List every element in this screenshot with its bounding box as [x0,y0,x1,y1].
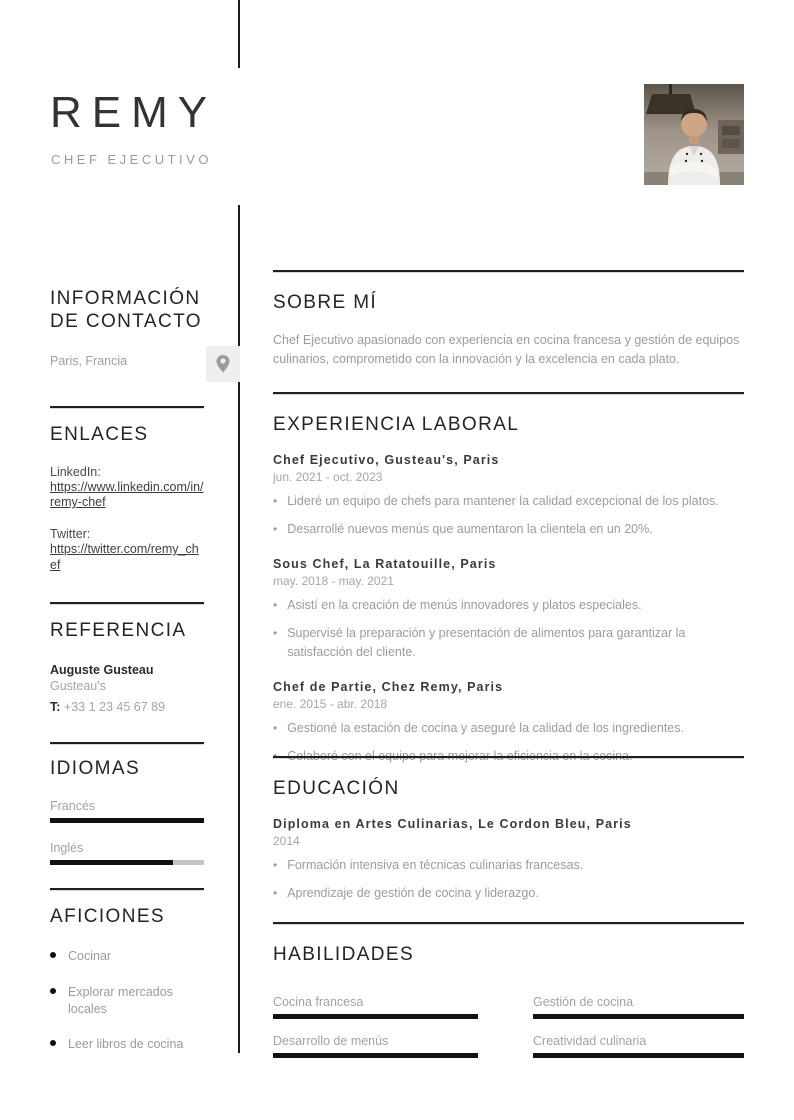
location-pin-icon [215,354,231,374]
contact-section [50,288,204,368]
language-name: Inglés [50,840,84,855]
sidebar-divider [50,602,204,604]
education-bullet [273,884,744,903]
experience-section [273,414,744,783]
job-bullet [273,492,744,511]
bullet-icon: • [273,522,278,537]
skill-name: Gestión de cocina [533,994,634,1009]
languages-heading: IDIOMAS [50,758,141,779]
skill-item [273,1034,478,1058]
phone-label: T: [50,699,61,714]
bullet-icon: • [273,886,278,901]
bullet-icon: • [273,857,278,872]
job-title: Chef Ejecutivo, Gusteau's, Paris [273,452,500,467]
hobby-item [50,948,204,965]
hobby-item [50,984,204,1018]
link-item-linkedin [50,465,204,511]
job-dates: jun. 2021 - oct. 2023 [273,469,383,484]
hobbies-section [50,906,204,1053]
degree-year: 2014 [273,833,300,848]
sidebar-divider [50,406,204,408]
link-item-twitter [50,527,204,573]
job-bullet-text: Desarrollé nuevos menús que aumentaron la clientela en un 20%. [287,522,653,537]
job-bullet [273,719,744,738]
reference-heading: REFERENCIA [50,620,187,641]
language-name: Francés [50,798,96,813]
job-bullet-text: Gestioné la estación de cocina y aseguré la calidad de los ingredientes. [287,720,684,735]
bullet-dot-icon [50,988,56,994]
sidebar-divider [50,888,204,890]
hobby-text: Leer libros de cocina [68,1037,184,1052]
twitter-link[interactable]: https://twitter.com/remy_chef [50,542,199,572]
language-bar-track [50,860,204,865]
chef-portrait-photo [644,84,744,185]
bullet-icon: • [273,625,278,640]
location-pin-box [206,346,240,382]
language-bar-track [50,818,204,823]
experience-heading: EXPERIENCIA LABORAL [273,414,520,435]
divider-vertical-main [238,205,240,1053]
languages-section [50,758,204,865]
page-title: REMY [50,88,218,137]
links-section [50,424,204,573]
skill-name: Cocina francesa [273,994,364,1009]
reference-phone [50,700,204,714]
job-bullet [273,624,744,663]
hobby-text: Cocinar [68,948,112,963]
about-section [273,292,744,370]
skill-item [273,995,478,1019]
location-text: Paris, Francia [50,353,128,368]
reference-section [50,620,204,714]
language-bar-fill [50,860,173,865]
education-section [273,778,744,913]
skill-name: Creatividad culinaria [533,1033,647,1048]
contact-heading: INFORMACIÓN DE CONTACTO [50,288,202,332]
skill-bar-fill [533,1014,744,1019]
bullet-icon: • [273,720,278,735]
section-divider [273,392,744,394]
skill-item [533,1034,744,1058]
hobby-item [50,1036,204,1053]
bullet-icon: • [273,597,278,612]
hobbies-heading: AFICIONES [50,906,166,927]
chef-portrait-illustration [644,84,744,185]
reference-company: Gusteau's [50,678,106,693]
about-text: Chef Ejecutivo apasionado con experiencia en cocina francesa y gestión de equipos culinarios, comprometido con la innovación y la excelencia en cada plato. [273,332,740,367]
job-bullet-text: Supervisé la preparación y presentación de alimentos para garantizar la satisfacción del cliente. [287,625,686,660]
section-divider [273,922,744,924]
hobby-text: Explorar mercados locales [68,984,173,1016]
sidebar-divider [50,742,204,744]
education-bullet [273,856,744,875]
links-heading: ENLACES [50,424,149,445]
education-bullet-text: Aprendizaje de gestión de cocina y liderazgo. [287,886,539,901]
section-divider [273,270,744,272]
job-entry [273,680,744,767]
job-subtitle: CHEF EJECUTIVO [51,152,212,167]
job-bullet-text: Lideré un equipo de chefs para mantener la calidad excepcional de los platos. [287,493,719,508]
language-item [50,799,204,823]
education-bullet-text: Formación intensiva en técnicas culinarias francesas. [287,857,584,872]
twitter-label: Twitter: [50,527,91,542]
skills-heading: HABILIDADES [273,944,415,965]
job-dates: ene. 2015 - abr. 2018 [273,696,388,711]
job-bullet [273,596,744,615]
language-bar-fill [50,818,204,823]
job-entry [273,453,744,540]
skill-bar-fill [533,1053,744,1058]
skill-bar-fill [273,1053,478,1058]
section-divider [273,756,744,758]
skills-section [273,944,744,1058]
phone-number: +33 1 23 45 67 89 [63,699,166,714]
bullet-icon: • [273,493,278,508]
job-bullet [273,520,744,539]
degree-title: Diploma en Artes Culinarias, Le Cordon Bleu, Paris [273,816,632,831]
job-bullet-text: Asistí en la creación de menús innovadores y platos especiales. [287,597,642,612]
job-entry [273,557,744,663]
skill-name: Desarrollo de menús [273,1033,389,1048]
reference-name: Auguste Gusteau [50,662,154,677]
linkedin-link[interactable]: https://www.linkedin.com/in/remy-chef [50,479,204,510]
linkedin-label: LinkedIn: [50,464,101,479]
language-item [50,841,204,865]
bullet-dot-icon [50,952,56,958]
divider-vertical-top [238,0,240,68]
education-heading: EDUCACIÓN [273,778,400,799]
job-dates: may. 2018 - may. 2021 [273,573,394,588]
job-title: Chef de Partie, Chez Remy, Paris [273,679,504,694]
skills-grid [273,995,744,1058]
bullet-dot-icon [50,1040,56,1046]
skill-bar-fill [273,1014,478,1019]
about-heading: SOBRE MÍ [273,292,378,313]
skill-item [533,995,744,1019]
job-title: Sous Chef, La Ratatouille, Paris [273,556,497,571]
